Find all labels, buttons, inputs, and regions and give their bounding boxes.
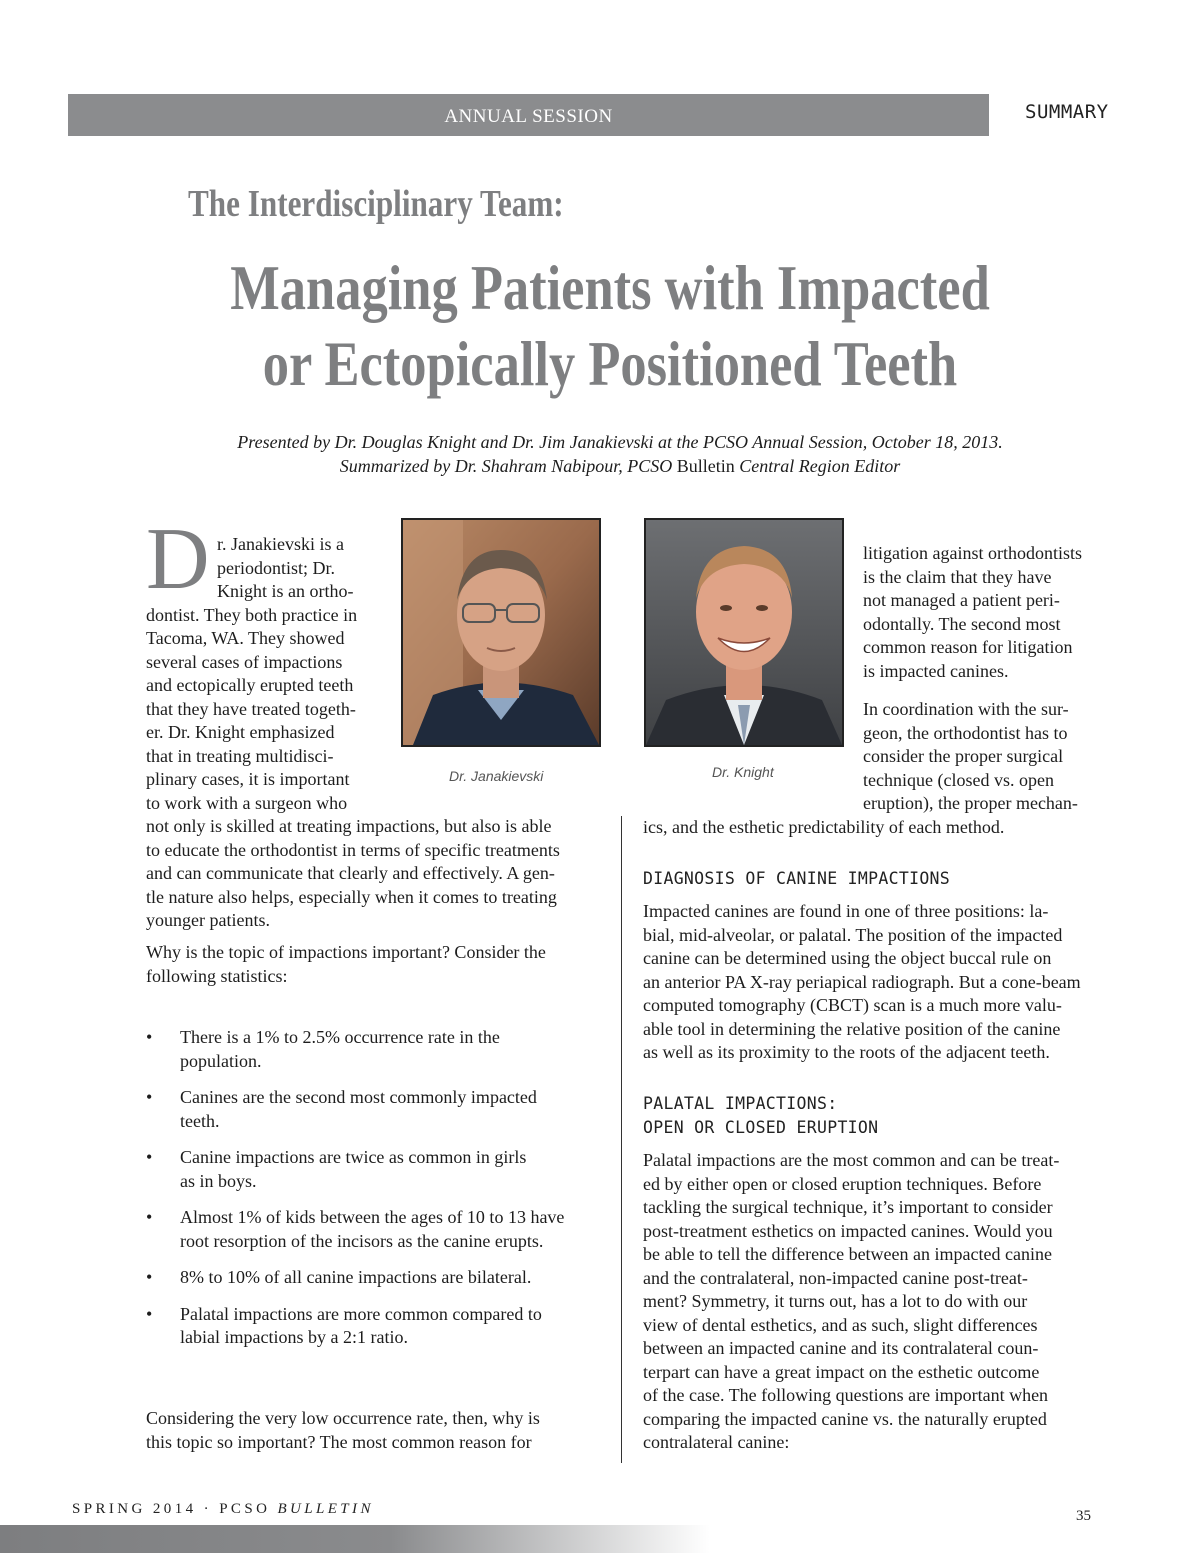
summary-label: SUMMARY bbox=[1025, 101, 1109, 123]
bullet-icon: • bbox=[146, 1303, 153, 1324]
list-item-line: Almost 1% of kids between the ages of 10 to 13 have bbox=[180, 1207, 565, 1227]
palatal-heading-line-1: PALATAL IMPACTIONS: bbox=[643, 1094, 838, 1113]
section-label: ANNUAL SESSION bbox=[444, 106, 613, 127]
palatal-line: ment? Symmetry, it turns out, has a lot to do with our bbox=[643, 1291, 1028, 1311]
photo-dr-janakievski bbox=[401, 518, 601, 747]
closing-line: Considering the very low occurrence rate, then, why is bbox=[146, 1408, 540, 1428]
intro-line: Knight is an ortho- bbox=[217, 581, 354, 601]
intro-paragraph-full bbox=[146, 815, 616, 933]
byline-publication: Bulletin bbox=[676, 456, 735, 476]
litigation-line: is impacted canines. bbox=[863, 660, 1009, 681]
litigation-line: is the claim that they have bbox=[863, 566, 1052, 587]
diagnosis-line: able tool in determining the relative position of the canine bbox=[643, 1018, 1061, 1039]
intro-line: plinary cases, it is important bbox=[146, 769, 350, 789]
list-item bbox=[146, 1146, 616, 1193]
litigation-line: not managed a patient peri- bbox=[863, 590, 1060, 610]
page-number: 35 bbox=[1076, 1508, 1091, 1524]
palatal-line: contralateral canine: bbox=[643, 1432, 790, 1452]
list-item-line: There is a 1% to 2.5% occurrence rate in the bbox=[180, 1027, 500, 1047]
intro-line: to work with a surgeon who bbox=[146, 792, 348, 813]
question-line: Why is the topic of impactions important? Consider the bbox=[146, 942, 546, 962]
list-item bbox=[146, 1206, 616, 1253]
coordination-line: eruption), the proper mechan- bbox=[863, 793, 1078, 813]
photo-dr-knight bbox=[644, 518, 844, 747]
byline-presenters: Presented by Dr. Douglas Knight and Dr. Jim Janakievski at the PCSO Annual Session, October 18, 2013. bbox=[237, 432, 1003, 452]
byline-summarizer-pre: Summarized by Dr. Shahram Nabipour, PCSO bbox=[339, 456, 677, 476]
list-item-line: labial impactions by a 2:1 ratio. bbox=[180, 1327, 408, 1347]
question-paragraph bbox=[146, 941, 616, 988]
diagnosis-paragraph bbox=[643, 900, 1113, 1065]
bullet-icon: • bbox=[146, 1027, 153, 1047]
intro-line: r. Janakievski is a bbox=[217, 534, 344, 554]
intro-full-line: not only is skilled at treating impactions, but also is able bbox=[146, 816, 552, 836]
palatal-heading-line-2: OPEN OR CLOSED ERUPTION bbox=[643, 1118, 879, 1137]
section-header-bar bbox=[68, 94, 989, 136]
litigation-line: odontally. The second most bbox=[863, 613, 1061, 634]
diagnosis-line: canine can be determined using the object buccal rule on bbox=[643, 948, 1052, 968]
litigation-line: litigation against orthodontists bbox=[863, 543, 1082, 563]
photo-caption-janakievski: Dr. Janakievski bbox=[449, 768, 544, 784]
list-item-line: Canine impactions are twice as common in girls bbox=[180, 1147, 527, 1167]
footer-gradient-bar bbox=[0, 1525, 710, 1553]
list-item-line: teeth. bbox=[180, 1110, 220, 1131]
intro-full-line: and can communicate that clearly and effectively. A gen- bbox=[146, 863, 555, 883]
footer-issue: SPRING 2014 · PCSO bbox=[72, 1501, 278, 1517]
column-divider bbox=[621, 816, 622, 1463]
coordination-line: technique (closed vs. open bbox=[863, 769, 1054, 790]
diagnosis-line: computed tomography (CBCT) scan is a much more valu- bbox=[643, 995, 1062, 1015]
list-item bbox=[146, 1026, 616, 1073]
question-line: following statistics: bbox=[146, 965, 288, 986]
article-kicker: The Interdisciplinary Team: bbox=[188, 183, 564, 225]
palatal-line: and the contralateral, non-impacted canine post-treat- bbox=[643, 1267, 1028, 1288]
article-title-line-1: Managing Patients with Impacted bbox=[230, 252, 990, 323]
coordination-line: consider the proper surgical bbox=[863, 746, 1064, 766]
palatal-line: of the case. The following questions are important when bbox=[643, 1385, 1049, 1405]
intro-line: and ectopically erupted teeth bbox=[146, 675, 354, 695]
palatal-line: terpart can have a great impact on the esthetic outcome bbox=[643, 1361, 1040, 1382]
palatal-line: tackling the surgical technique, it’s important to consider bbox=[643, 1197, 1053, 1217]
article-title-line-2: or Ectopically Positioned Teeth bbox=[262, 328, 958, 399]
litigation-paragraph bbox=[863, 542, 1123, 683]
intro-line: that they have treated togeth- bbox=[146, 698, 356, 719]
intro-line: Tacoma, WA. They showed bbox=[146, 628, 345, 648]
bullet-icon: • bbox=[146, 1207, 153, 1227]
footer-publication: BULLETIN bbox=[277, 1501, 374, 1517]
list-item-line: Palatal impactions are more common compared to bbox=[180, 1303, 542, 1324]
intro-full-line: tle nature also helps, especially when it comes to treating bbox=[146, 886, 557, 907]
intro-paragraph-wrapped bbox=[146, 533, 396, 815]
byline-summarizer bbox=[0, 454, 1200, 478]
photo-caption-knight: Dr. Knight bbox=[712, 764, 774, 780]
coordination-line: In coordination with the sur- bbox=[863, 699, 1069, 719]
palatal-line: between an impacted canine and its contralateral coun- bbox=[643, 1338, 1039, 1358]
diagnosis-line: an anterior PA X-ray periapical radiograph. But a cone-beam bbox=[643, 971, 1081, 992]
palatal-line: comparing the impacted canine vs. the naturally erupted bbox=[643, 1408, 1047, 1429]
litigation-line: common reason for litigation bbox=[863, 637, 1073, 657]
list-item-line: root resorption of the incisors as the canine erupts. bbox=[180, 1230, 544, 1251]
list-item bbox=[146, 1303, 616, 1350]
diagnosis-line: as well as its proximity to the roots of the adjacent teeth. bbox=[643, 1042, 1050, 1062]
portrait-illustration bbox=[646, 520, 842, 745]
footer-issue-line bbox=[72, 1501, 374, 1518]
bullet-icon: • bbox=[146, 1267, 153, 1287]
bullet-icon: • bbox=[146, 1147, 153, 1167]
palatal-line: view of dental esthetics, and as such, slight differences bbox=[643, 1314, 1038, 1335]
coordination-line: geon, the orthodontist has to bbox=[863, 722, 1068, 743]
closing-line: this topic so important? The most common reason for bbox=[146, 1431, 532, 1452]
portrait-illustration bbox=[403, 520, 599, 745]
list-item-line: population. bbox=[180, 1050, 262, 1071]
diagnosis-heading: DIAGNOSIS OF CANINE IMPACTIONS bbox=[643, 869, 951, 888]
diagnosis-line: Impacted canines are found in one of three positions: la- bbox=[643, 901, 1049, 921]
palatal-line: Palatal impactions are the most common and can be treat- bbox=[643, 1150, 1060, 1170]
palatal-paragraph bbox=[643, 1149, 1113, 1455]
palatal-line: ed by either open or closed eruption techniques. Before bbox=[643, 1173, 1042, 1194]
intro-line: periodontist; Dr. bbox=[217, 557, 335, 578]
article-title bbox=[110, 250, 1110, 402]
closing-paragraph bbox=[146, 1407, 616, 1454]
intro-full-line: to educate the orthodontist in terms of specific treatments bbox=[146, 839, 560, 860]
intro-line: several cases of impactions bbox=[146, 651, 343, 672]
list-item bbox=[146, 1086, 616, 1133]
list-item-line: 8% to 10% of all canine impactions are bilateral. bbox=[180, 1267, 532, 1287]
palatal-heading bbox=[643, 1092, 878, 1140]
intro-line: dontist. They both practice in bbox=[146, 604, 358, 625]
intro-line: that in treating multidisci- bbox=[146, 745, 334, 766]
palatal-line: post-treatment esthetics on impacted canines. Would you bbox=[643, 1220, 1053, 1241]
diagnosis-line: bial, mid-alveolar, or palatal. The position of the impacted bbox=[643, 924, 1063, 945]
list-item bbox=[146, 1266, 616, 1290]
byline bbox=[0, 430, 1200, 478]
byline-summarizer-post: Central Region Editor bbox=[734, 456, 901, 476]
list-item-line: as in boys. bbox=[180, 1170, 257, 1191]
intro-full-line: younger patients. bbox=[146, 910, 270, 930]
list-item-line: Canines are the second most commonly impacted bbox=[180, 1087, 537, 1107]
intro-line: er. Dr. Knight emphasized bbox=[146, 722, 335, 742]
coordination-paragraph-end: ics, and the esthetic predictability of each method. bbox=[643, 817, 1005, 837]
statistics-list bbox=[146, 1026, 616, 1350]
drop-cap: D bbox=[146, 511, 210, 608]
bullet-icon: • bbox=[146, 1087, 153, 1107]
palatal-line: be able to tell the difference between an impacted canine bbox=[643, 1244, 1052, 1264]
coordination-paragraph bbox=[863, 698, 1123, 816]
